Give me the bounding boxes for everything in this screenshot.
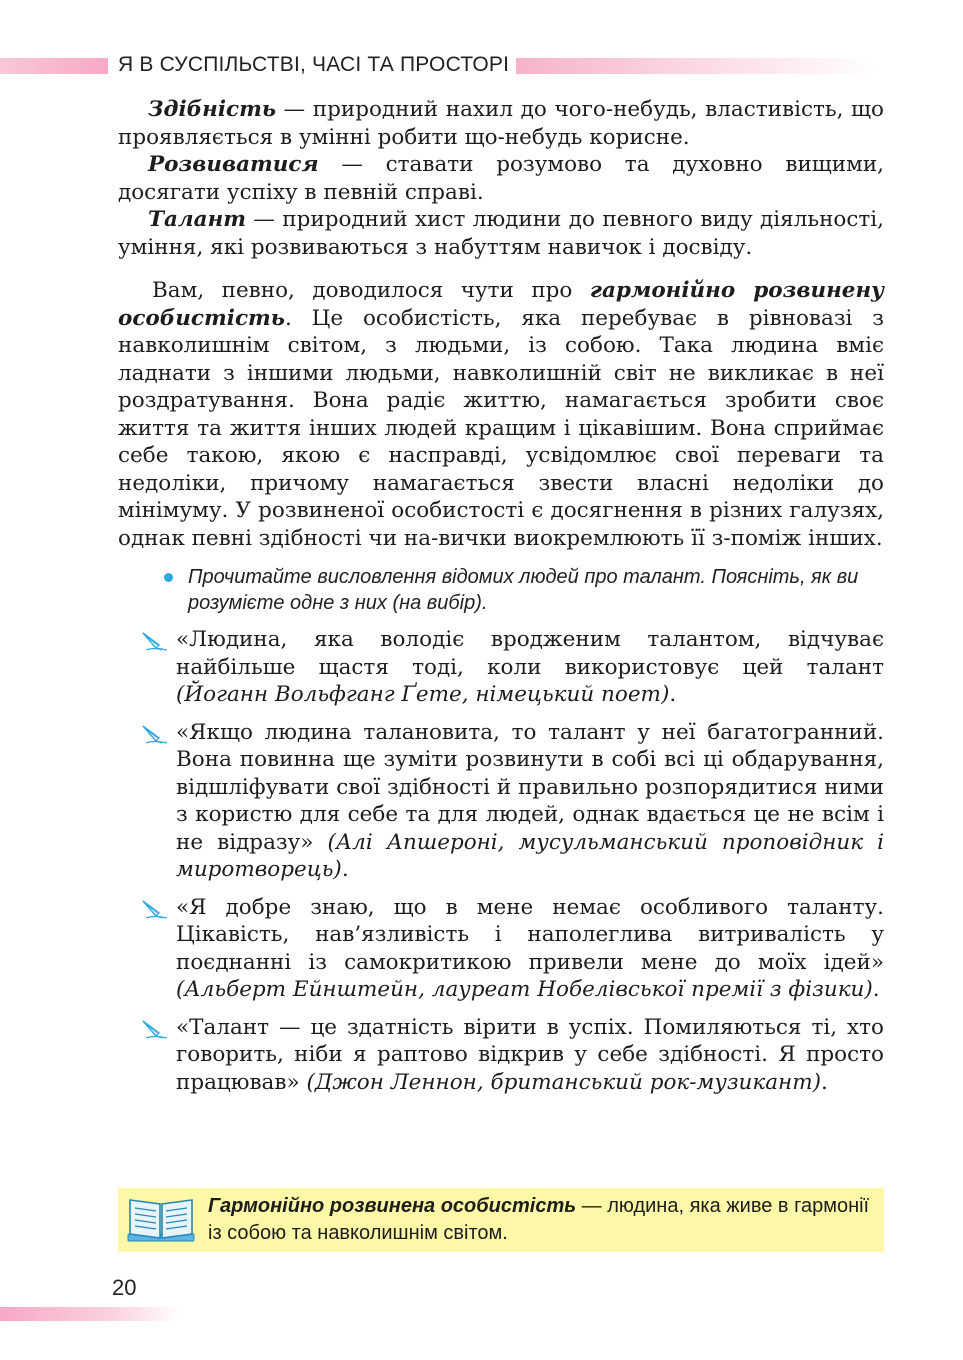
quote-item [118, 626, 884, 709]
quote-item [118, 1014, 884, 1097]
task-instruction [118, 564, 884, 616]
definition-paragraph [118, 96, 884, 151]
definition-box-body: — людина, яка живе в гармонії із собою та навколишнім світом. [208, 1195, 870, 1244]
header-pink-bar-right [516, 58, 876, 74]
pen-icon [140, 898, 170, 920]
quote-item [118, 719, 884, 884]
quote-item [118, 894, 884, 1004]
main-intro: Вам, певно, доводилося чути про [152, 278, 590, 303]
quote-text: «Людина, яка володіє вродженим талантом, відчуває найбільше щастя тоді, коли використовує цей талант [176, 627, 884, 680]
quote-tail: . [341, 857, 349, 882]
quote-author: (Йоганн Вольфганг Ґете, німецький поет) [176, 682, 670, 707]
quote-author: (Альберт Ейнштейн, лауреат Нобелівської премії з фізики) [176, 977, 873, 1002]
definition-text: — ставати розумово та духовно вищими, досягати успіху в певній справі. [118, 152, 884, 205]
header-pink-bar-left [0, 58, 108, 74]
pen-icon [140, 630, 170, 652]
page-number: 20 [112, 1275, 137, 1300]
quote-paragraph [176, 1014, 884, 1097]
definition-box-term: Гармонійно розвинена особистість [208, 1195, 577, 1217]
main-rest: . Це особистість, яка перебуває в рівновазі з навколишнім світом, з людьми, із собою. Така людина вміє ладнати з іншими людьми, навколишній світ не викликає в неї роздратування. Вона радіє життю, намагається зробити своє життя та життя інших людей кращим і цікавішим. Вона сприймає себе такою, якою є насправді, усвідомлює свої переваги та недоліки, причому намагається звести власні недоліки до мінімуму. У розвиненої особистості є досягнення в різних галузях, однак певні здібності чи на-вички виокремлюють її з-поміж інших. [118, 305, 884, 551]
definition-term: Розвиватися [148, 152, 319, 177]
quote-paragraph [176, 719, 884, 884]
definition-text: — природний нахил до чого-небудь, властивість, що проявляється в умінні робити що-небудь корисне. [118, 97, 884, 150]
main-paragraph [118, 277, 884, 552]
task-text: Прочитайте висловлення відомих людей про талант. Поясніть, як ви розумієте одне з них (на вибір). [188, 566, 859, 614]
quote-author: (Джон Леннон, британський рок-музикант) [306, 1069, 821, 1095]
quote-tail: . [820, 1069, 828, 1095]
quote-tail: . [669, 682, 677, 707]
definition-box [118, 1188, 884, 1252]
definition-term: Талант [148, 207, 247, 232]
quote-text: «Якщо людина талановита, то талант у неї багатогранний. Вона повинна ще зуміти розвинути в собі всі ці обдарування, відшліфувати свої здібності й правильно розпорядитися ними з користю для себе та для людей, однак вдається це не всім і не відразу» [176, 719, 884, 855]
page-header-title: Я В СУСПІЛЬСТВІ, ЧАСІ ТА ПРОСТОРІ [118, 53, 510, 76]
definition-term: Здібність [148, 97, 277, 122]
definition-paragraph [118, 206, 884, 261]
book-icon [126, 1194, 196, 1246]
quote-paragraph [176, 894, 884, 1004]
quote-text: «Я добре знаю, що в мене немає особливого таланту. Цікавість, нав’язливість і наполеглива витривалість у поєднанні із самокритикою привели мене до моїх ідей» [176, 894, 884, 975]
footer-pink-bar [0, 1307, 180, 1321]
quote-author: (Алі Апшероні, мусульманський проповідник і миротворець) [176, 829, 884, 882]
definition-box-text [208, 1193, 876, 1247]
pen-icon [140, 1018, 170, 1040]
quote-tail: . [872, 977, 880, 1002]
page-content [118, 96, 884, 1096]
definition-paragraph [118, 151, 884, 206]
bullet-dot-icon [164, 573, 173, 582]
main-term: гармонійно розвинену особистість [118, 278, 885, 331]
pen-icon [140, 723, 170, 745]
quote-text: «Талант — це здатність вірити в успіх. Помиляються ті, хто говорить, ніби я раптово відкрив у себе здібності. Я просто працював» [176, 1014, 884, 1095]
quote-paragraph [176, 626, 884, 709]
definition-text: — природний хист людини до певного виду діяльності, уміння, які розвиваються з набуттям навичок і досвіду. [118, 207, 884, 260]
